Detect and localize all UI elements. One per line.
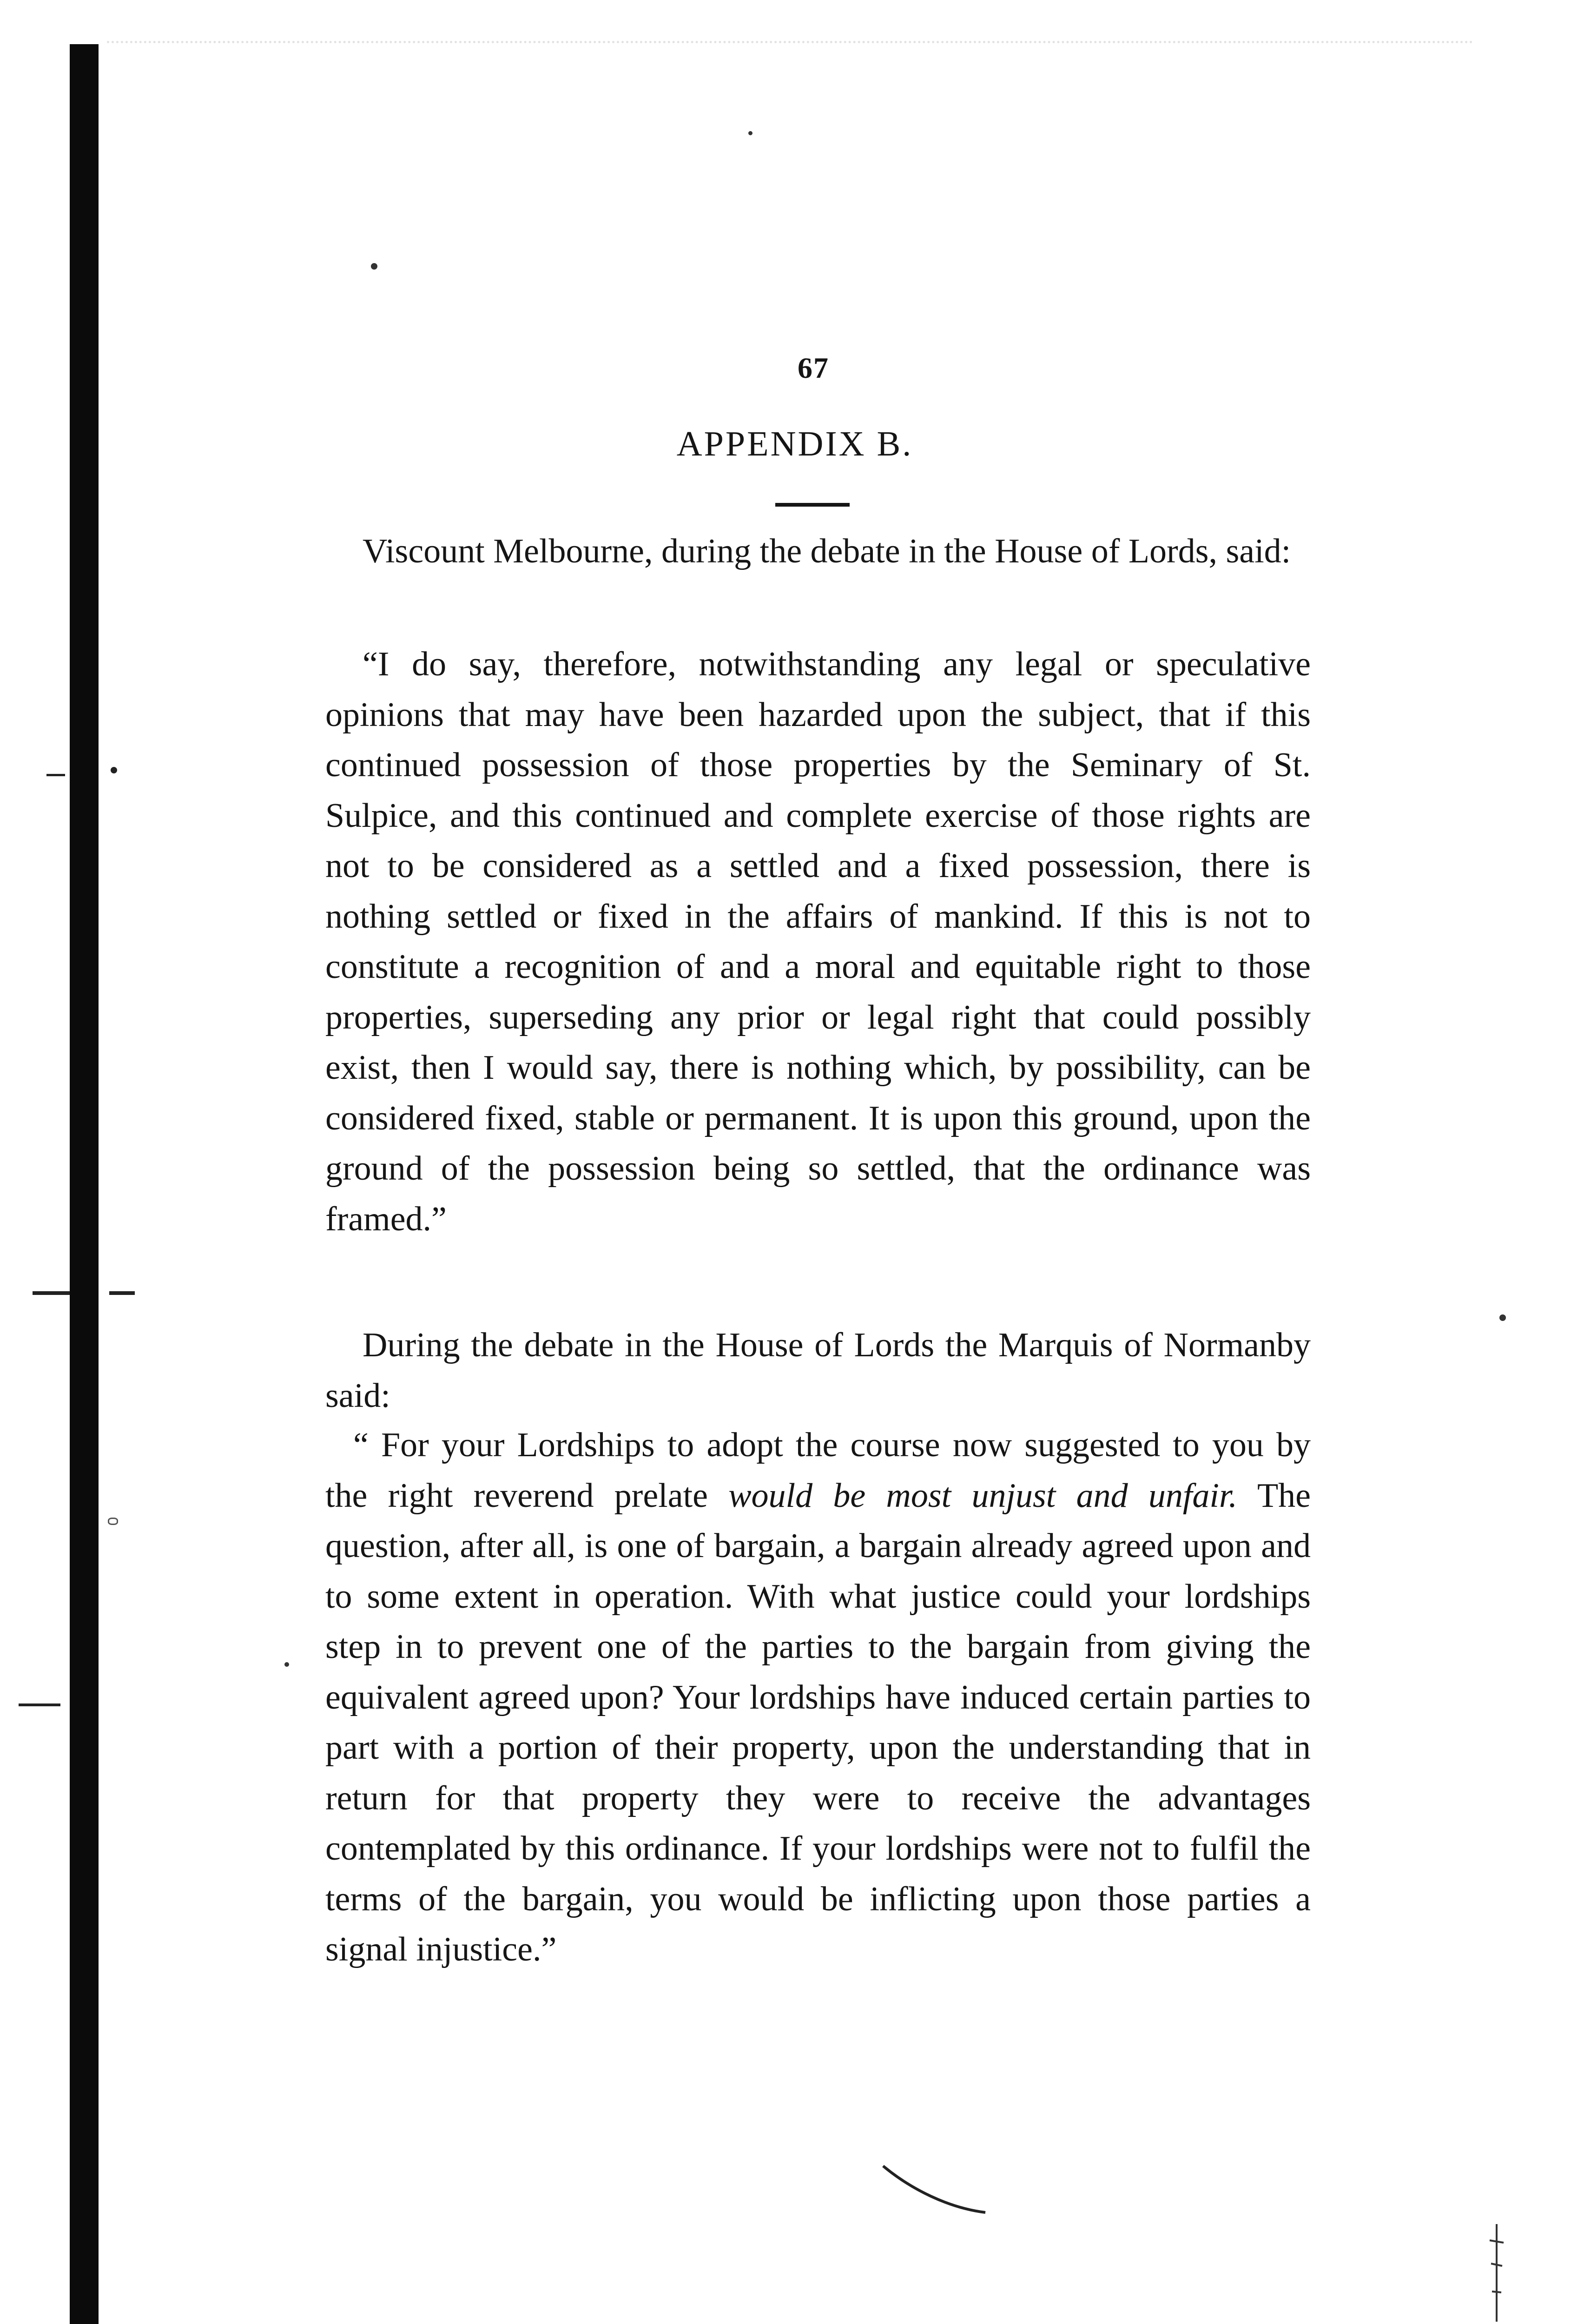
page-number: 67 (798, 351, 829, 384)
paragraph-text: “I do say, therefore, notwithstanding any legal or speculative opinions that may have been hazarded upon the subject, that if this continued possession of those properties by the Seminary of St. Sulpice, and this continued and complete exercise of those rights are not to be considered as a settled and a fixed possession, there is nothing settled or fixed in the affairs of mankind. If this is not to constitute a recognition of and a moral and equitable right to those properties, superseding any prior or legal right that could possibly exist, then I would say, there is nothing which, by possibility, can be considered fixed, stable or permanent. It is upon this ground, upon the ground of the possession being so settled, that the ordinance was framed.” (325, 645, 1311, 1238)
paragraph-text: During the debate in the House of Lords the Marquis of Normanby said: (325, 1326, 1311, 1415)
margin-speck (111, 767, 117, 773)
edge-scratch-mark (1483, 2222, 1511, 2324)
melbourne-intro-paragraph (325, 526, 1311, 577)
margin-dash (109, 1291, 135, 1295)
pen-stroke-mark (878, 2157, 990, 2217)
quote-text: The question, after all, is one of bargain, a bargain already agreed upon and to some extent in operation. With what justice could your lordships step in to prevent one of the parties to the bargain from giving the equivalent agreed upon? Your lordships have induced certain parties to part with a portion of their property, upon the understanding that in return for that property they were to receive the advantages contemplated by this ordinance. If your lordships were not to fulfil the terms of the bargain, you would be inflicting upon those parties a signal injustice.” (325, 1476, 1311, 1968)
page-speck (748, 131, 752, 135)
appendix-heading: APPENDIX B. (676, 424, 913, 463)
heading-divider (775, 503, 850, 507)
margin-dash (46, 774, 65, 776)
page-speck (371, 263, 377, 270)
melbourne-quote-paragraph (325, 639, 1311, 1244)
normanby-intro-paragraph (325, 1320, 1311, 1421)
quote-emphasis: would be most unjust and unfair. (728, 1476, 1238, 1515)
top-edge-dots (107, 41, 1473, 43)
normanby-quote-paragraph (325, 1420, 1311, 1975)
page-speck (1499, 1314, 1506, 1321)
page-speck (284, 1662, 289, 1667)
margin-dash (19, 1703, 60, 1706)
page-speck (108, 1518, 118, 1525)
page-binding-shadow (70, 44, 99, 2324)
paragraph-text (325, 1420, 1311, 1975)
paragraph-text: Viscount Melbourne, during the debate in the House of Lords, said: (363, 532, 1291, 570)
quote-text: “ For your Lordships to adopt the course now suggested to you by the right reverend prelate (325, 1426, 1311, 1515)
margin-dash (33, 1291, 70, 1295)
